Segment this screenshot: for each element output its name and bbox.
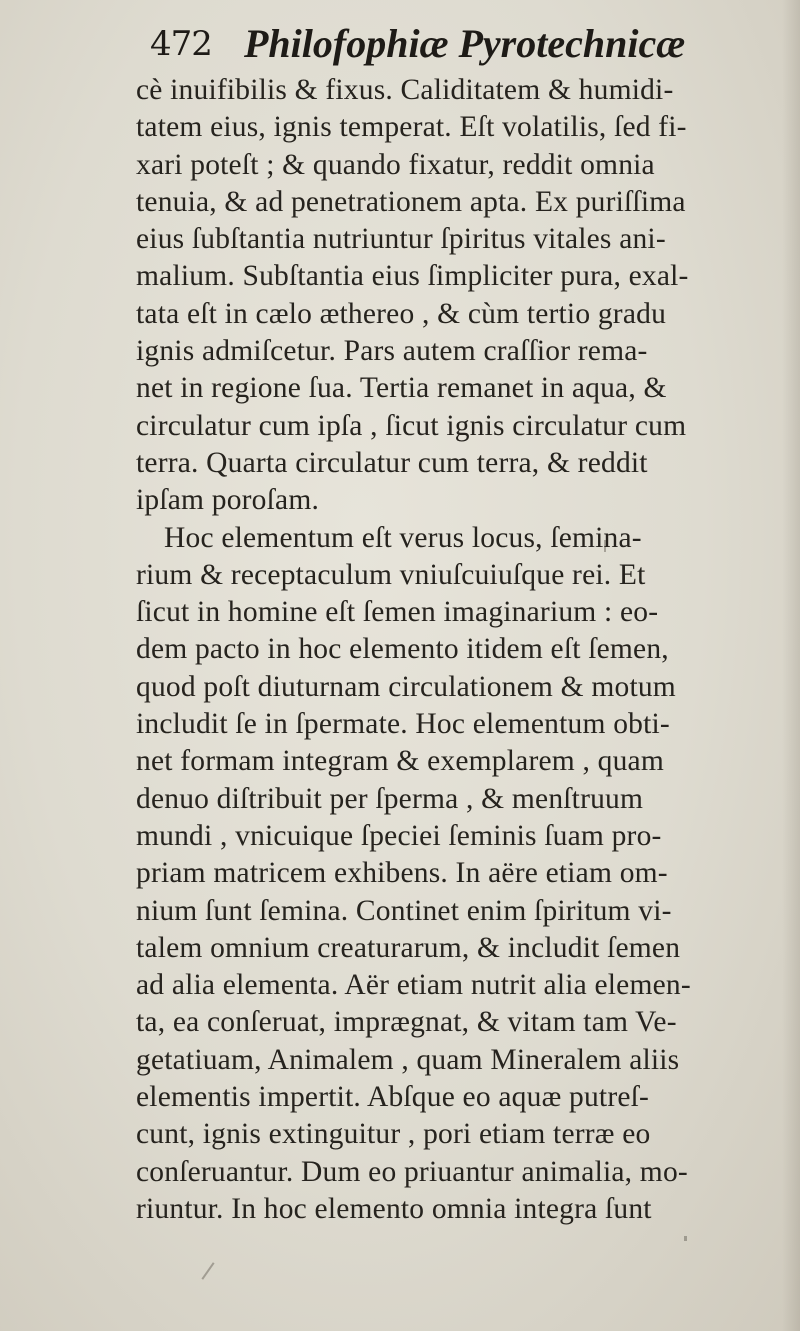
paper-speck — [684, 1236, 687, 1241]
text-line: malium. Subſtantia eius ſimpliciter pura, exal- — [136, 260, 689, 293]
text-line: ſicut in homine eſt ſemen imaginarium : eo- — [136, 596, 659, 629]
text-line: denuo diſtribuit per ſperma , & menſtruum — [136, 782, 644, 815]
text-line: riuntur. In hoc elemento omnia integra ſunt — [136, 1192, 652, 1225]
text-line: terra. Quarta circulatur cum terra, & reddit — [136, 446, 648, 479]
text-line: includit ſe in ſpermate. Hoc elementum obti- — [136, 708, 670, 741]
text-line: quod poſt diuturnam circulationem & motum — [136, 670, 676, 703]
text-line: priam matricem exhibens. In aëre etiam om- — [136, 857, 668, 890]
text-line: cunt, ignis extinguitur , pori etiam terræ eo — [136, 1118, 651, 1151]
text-line: net formam integram & exemplarem , quam — [136, 745, 664, 778]
body-text — [136, 72, 796, 1228]
text-line: ad alia elementa. Aër etiam nutrit alia elemen- — [136, 969, 691, 1002]
paragraph-start-line: Hoc elementum eſt verus locus, ſemina- — [164, 521, 642, 554]
text-line: mundi , vnicuique ſpeciei ſeminis ſuam pro- — [136, 819, 662, 852]
running-title: Philofophiæ Pyrotechnicæ — [244, 21, 686, 66]
text-line: dem pacto in hoc elemento itidem eſt ſemen, — [136, 633, 669, 666]
page-number: 472 — [150, 24, 212, 64]
text-line: tenuia, & ad penetrationem apta. Ex puriſſima — [136, 185, 686, 218]
text-line: tata eſt in cælo æthereo , & cùm tertio gradu — [136, 297, 667, 330]
page-header — [150, 18, 710, 70]
text-line: elementis impertit. Abſque eo aquæ putreſ- — [136, 1081, 650, 1114]
text-line: ignis admiſcetur. Pars autem craſſior rema- — [136, 335, 648, 368]
text-line: conſeruantur. Dum eo priuantur animalia, mo- — [136, 1155, 688, 1188]
text-line: cè inuifibilis & fixus. Caliditatem & humidi- — [136, 74, 674, 106]
text-line: getatiuam, Animalem , quam Mineralem aliis — [136, 1043, 680, 1076]
paper-speck — [604, 540, 606, 552]
paper-speck — [201, 1262, 214, 1280]
text-line: rium & receptaculum vniuſcuiuſque rei. Et — [136, 558, 646, 591]
text-line: ipſam poroſam. — [136, 484, 320, 517]
text-line: ta, ea conſeruat, imprægnat, & vitam tam Ve- — [136, 1006, 677, 1039]
text-line: xari poteſt ; & quando fixatur, reddit omnia — [136, 148, 655, 181]
text-line: talem omnium creaturarum, & includit ſemen — [136, 931, 681, 964]
text-line: nium ſunt ſemina. Continet enim ſpiritum vi- — [136, 894, 672, 927]
text-line: net in regione ſua. Tertia remanet in aqua, & — [136, 372, 667, 405]
text-line: eius ſubſtantia nutriuntur ſpiritus vitales ani- — [136, 223, 666, 256]
text-line: tatem eius, ignis temperat. Eſt volatilis, ſed fi- — [136, 111, 687, 144]
text-line: circulatur cum ipſa , ſicut ignis circulatur cum — [136, 409, 687, 442]
